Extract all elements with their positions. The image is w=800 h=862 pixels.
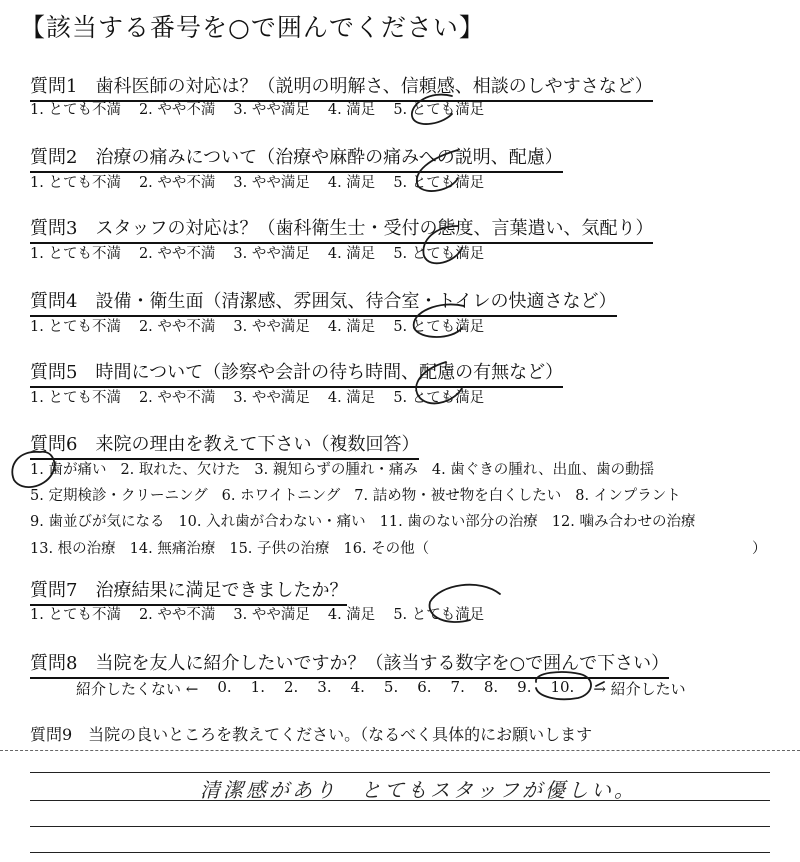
question-8-title: 質問8 当院を友人に紹介したいですか？（該当する数字を○で囲んで下さい） xyxy=(30,649,669,679)
reason-5[interactable]: 5. 定期検診・クリーニング xyxy=(30,488,208,504)
scale-4[interactable]: 4. xyxy=(350,678,365,696)
scale-right-label: → 紹介したい xyxy=(593,680,686,698)
option-2[interactable]: 2. やや不満 xyxy=(138,607,216,623)
reason-16[interactable]: 16. その他（ xyxy=(343,541,430,557)
option-4[interactable]: 4. 満足 xyxy=(327,246,376,262)
reason-13[interactable]: 13. 根の治療 xyxy=(30,541,116,557)
scale-9[interactable]: 9. xyxy=(517,678,532,696)
reason-12[interactable]: 12. 噛み合わせの治療 xyxy=(551,514,696,530)
option-1[interactable]: 1. とても不満 xyxy=(30,319,121,335)
option-1[interactable]: 1. とても不満 xyxy=(30,246,121,262)
option-2[interactable]: 2. やや不満 xyxy=(138,319,216,335)
question-6-title: 質問6 来院の理由を教えて下さい（複数回答） xyxy=(30,430,419,460)
scale-1[interactable]: 1. xyxy=(250,678,265,696)
scale-0[interactable]: 0. xyxy=(217,678,232,696)
option-4[interactable]: 4. 満足 xyxy=(327,390,376,406)
scale-7[interactable]: 7. xyxy=(450,678,465,696)
option-1[interactable]: 1. とても不満 xyxy=(30,175,121,191)
page-title: 【該当する番号を○で囲んでください】 xyxy=(20,13,485,42)
reason-3[interactable]: 3. 親知らずの腫れ・痛み xyxy=(254,462,418,478)
question-2-title: 質問2 治療の痛みについて（治療や麻酔の痛みへの説明、配慮） xyxy=(30,143,563,173)
option-4[interactable]: 4. 満足 xyxy=(327,319,376,335)
handwritten-answer: 清潔感があり とてもスタッフが優しい。 xyxy=(200,778,637,802)
answer-line-2 xyxy=(30,800,770,801)
question-6-row-1 xyxy=(30,458,668,479)
question-3-title: 質問3 スタッフの対応は？（歯科衛生士・受付の態度、言葉遣い、気配り） xyxy=(30,214,653,244)
question-1-options xyxy=(30,98,502,119)
question-6-row-2 xyxy=(30,484,695,505)
reason-6[interactable]: 6. ホワイトニング xyxy=(221,488,341,504)
other-close-paren: ） xyxy=(752,541,767,557)
reason-11[interactable]: 11. 歯のない部分の治療 xyxy=(379,514,538,530)
scale-10[interactable]: 10. xyxy=(550,678,575,696)
option-3[interactable]: 3. やや満足 xyxy=(233,246,310,262)
question-3-options xyxy=(30,242,502,263)
answer-line-1 xyxy=(30,772,770,773)
reason-9[interactable]: 9. 歯並びが気になる xyxy=(30,514,165,530)
reason-4[interactable]: 4. 歯ぐきの腫れ、出血、歯の動揺 xyxy=(431,462,655,478)
option-3[interactable]: 3. やや満足 xyxy=(233,390,310,406)
option-3[interactable]: 3. やや満足 xyxy=(233,607,310,623)
reason-14[interactable]: 14. 無痛治療 xyxy=(129,541,216,557)
option-1[interactable]: 1. とても不満 xyxy=(30,607,121,623)
question-7-options xyxy=(30,603,502,624)
option-5[interactable]: 5. とても満足 xyxy=(393,246,485,262)
question-6-row-4 xyxy=(30,537,443,558)
question-9-title: 質問9 当院の良いところを教えてください。（なるべく具体的にお願いします xyxy=(30,725,593,744)
option-5[interactable]: 5. とても満足 xyxy=(393,175,485,191)
reason-15[interactable]: 15. 子供の治療 xyxy=(229,541,330,557)
option-5[interactable]: 5. とても満足 xyxy=(393,390,485,406)
option-2[interactable]: 2. やや不満 xyxy=(138,102,216,118)
scale-8[interactable]: 8. xyxy=(483,678,499,696)
scale-2[interactable]: 2. xyxy=(283,678,299,696)
option-4[interactable]: 4. 満足 xyxy=(327,175,376,191)
reason-7[interactable]: 7. 詰め物・被せ物を白くしたい xyxy=(354,488,562,504)
question-5-title: 質問5 時間について（診察や会計の待ち時間、配慮の有無など） xyxy=(30,358,563,388)
reason-10[interactable]: 10. 入れ歯が合わない・痛い xyxy=(178,514,366,530)
option-5[interactable]: 5. とても満足 xyxy=(393,607,485,623)
option-1[interactable]: 1. とても不満 xyxy=(30,390,121,406)
scale-3[interactable]: 3. xyxy=(317,678,332,696)
question-8-scale xyxy=(76,678,705,699)
option-1[interactable]: 1. とても不満 xyxy=(30,102,121,118)
tear-line xyxy=(0,750,800,751)
option-3[interactable]: 3. やや満足 xyxy=(233,102,310,118)
reason-1[interactable]: 1. 歯が痛い xyxy=(30,462,107,478)
answer-line-3 xyxy=(30,826,770,827)
option-2[interactable]: 2. やや不満 xyxy=(138,246,216,262)
option-3[interactable]: 3. やや満足 xyxy=(233,175,310,191)
answer-line-4 xyxy=(30,852,770,853)
option-3[interactable]: 3. やや満足 xyxy=(233,319,310,335)
question-5-options xyxy=(30,386,502,407)
question-7-title: 質問7 治療結果に満足できましたか？ xyxy=(30,576,347,606)
question-1-title: 質問1 歯科医師の対応は？（説明の明解さ、信頼感、相談のしやすさなど） xyxy=(30,72,653,102)
question-6-row-3 xyxy=(30,510,709,531)
reason-2[interactable]: 2. 取れた、欠けた xyxy=(120,462,241,478)
option-2[interactable]: 2. やや不満 xyxy=(138,175,216,191)
scale-left-label: 紹介したくない ← xyxy=(76,680,199,698)
option-4[interactable]: 4. 満足 xyxy=(327,607,376,623)
scale-5[interactable]: 5. xyxy=(383,678,399,696)
question-2-options xyxy=(30,171,502,192)
reason-8[interactable]: 8. インプラント xyxy=(575,488,681,504)
question-4-title: 質問4 設備・衛生面（清潔感、雰囲気、待合室・トイレの快適さなど） xyxy=(30,287,617,317)
option-2[interactable]: 2. やや不満 xyxy=(138,390,216,406)
option-5[interactable]: 5. とても満足 xyxy=(393,102,485,118)
question-4-options xyxy=(30,315,502,336)
option-5[interactable]: 5. とても満足 xyxy=(393,319,485,335)
option-4[interactable]: 4. 満足 xyxy=(327,102,376,118)
scale-6[interactable]: 6. xyxy=(417,678,432,696)
